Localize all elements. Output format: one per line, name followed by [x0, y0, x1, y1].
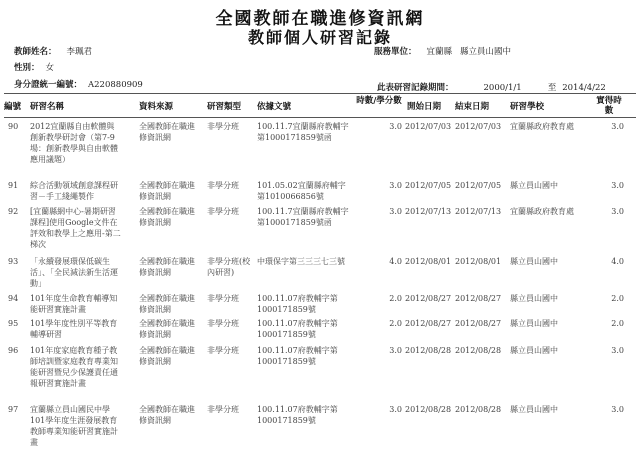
- gender: [14, 61, 54, 73]
- cell-doc: 100.11.7宜蘭縣府教輔字第1000171859號函: [257, 207, 349, 227]
- cell-no: 97: [8, 405, 19, 414]
- cell-school: 縣立員山國中: [510, 294, 558, 303]
- cell-end: 2012/08/01: [455, 257, 502, 266]
- cell-no: 95: [8, 319, 19, 328]
- page-subtitle: 教師個人研習記錄: [247, 28, 392, 47]
- cell-source: 全國教師在職進修資訊網: [139, 207, 195, 227]
- cell-end: 2012/08/27: [455, 294, 502, 303]
- cell-name: 101學年度性別平等教育輔導研習: [30, 319, 118, 339]
- cell-end: 2012/08/28: [455, 346, 502, 355]
- cell-source: 全國教師在職進修資訊網: [139, 346, 195, 366]
- col-earned: 實得時數: [596, 96, 622, 116]
- cell-start: 2012/07/05: [405, 181, 452, 190]
- cell-start: 2012/07/13: [405, 207, 452, 216]
- cell-school: 縣立員山國中: [510, 319, 558, 328]
- cell-end: 2012/07/13: [455, 207, 502, 216]
- cell-end: 2012/08/28: [455, 405, 502, 414]
- cell-type: 非學分班(校內研習): [207, 257, 251, 277]
- cell-name: 101年度家庭教育種子教師培訓暨家庭教育專業知能研習暨兒少保護責任通報研習實施計畫: [30, 346, 118, 388]
- cell-end: 2012/07/03: [455, 122, 502, 131]
- unit-county: 宜蘭縣: [426, 47, 453, 57]
- cell-doc: 中環保字第三三三七三號: [257, 257, 345, 266]
- cell-no: 90: [8, 122, 19, 131]
- gender-value: 女: [45, 63, 55, 73]
- cell-doc: 100.11.07府教輔字第1000171859號: [257, 405, 338, 425]
- cell-doc: 100.11.07府教輔字第1000171859號: [257, 294, 338, 314]
- col-doc: 依據文號: [257, 102, 292, 112]
- record-period: [377, 81, 606, 93]
- cell-source: 全國教師在職進修資訊網: [139, 181, 195, 201]
- cell-source: 全國教師在職進修資訊網: [139, 405, 195, 425]
- cell-name: 「永續發展環保低碳生活」、「全民減法新生活運動」: [30, 257, 118, 288]
- cell-hours: 3.0: [389, 122, 402, 131]
- cell-name: 101年度生命教育輔導知能研習實施計畫: [30, 294, 118, 314]
- cell-hours: 2.0: [389, 319, 402, 328]
- cell-school: 縣立員山國中: [510, 257, 558, 266]
- cell-hours: 3.0: [389, 405, 402, 414]
- cell-school: 縣立員山國中: [510, 405, 558, 414]
- cell-no: 94: [8, 294, 19, 303]
- gender-label: 性別：: [14, 63, 40, 73]
- cell-type: 非學分班: [207, 294, 239, 303]
- period-sep: 至: [547, 83, 557, 93]
- cell-hours: 4.0: [389, 257, 402, 266]
- period-label: 此表研習記錄期間：: [377, 83, 454, 93]
- cell-earned: 2.0: [611, 294, 624, 303]
- cell-type: 非學分班: [207, 319, 239, 328]
- cell-end: 2012/07/05: [455, 181, 502, 190]
- cell-doc: 101.05.02宜蘭縣府輔字第1010066856號: [257, 181, 346, 201]
- name-label: 教師姓名：: [14, 47, 57, 57]
- header-bottom-rule: [4, 117, 636, 118]
- cell-earned: 3.0: [611, 207, 624, 216]
- cell-school: 縣立員山國中: [510, 181, 558, 190]
- cell-hours: 2.0: [389, 294, 402, 303]
- cell-no: 91: [8, 181, 19, 190]
- cell-earned: 3.0: [611, 346, 624, 355]
- cell-type: 非學分班: [207, 207, 239, 216]
- cell-source: 全國教師在職進修資訊網: [139, 122, 195, 142]
- cell-source: 全國教師在職進修資訊網: [139, 319, 195, 339]
- cell-hours: 3.0: [389, 346, 402, 355]
- id-value: A220880909: [88, 80, 143, 90]
- col-source: 資料來源: [139, 102, 174, 112]
- cell-name: 宜蘭縣立員山國民中學101學年度生涯發展教育教師專業知能研習實施計畫: [30, 405, 118, 447]
- cell-no: 93: [8, 257, 19, 266]
- cell-doc: 100.11.7宜蘭縣府教輔字第1000171859號函: [257, 122, 349, 142]
- cell-earned: 4.0: [611, 257, 624, 266]
- cell-school: 宜蘭縣政府教育處: [510, 122, 574, 131]
- col-name: 研習名稱: [30, 102, 65, 112]
- cell-hours: 3.0: [389, 181, 402, 190]
- period-from: 2000/1/1: [483, 83, 522, 93]
- cell-name: 綜合活動領域創意課程研習－手工綫繩製作: [30, 181, 118, 201]
- service-unit: [374, 45, 511, 57]
- cell-school: 宜蘭縣政府教育處: [510, 207, 574, 216]
- cell-start: 2012/08/28: [405, 346, 452, 355]
- cell-earned: 3.0: [611, 405, 624, 414]
- col-type: 研習類型: [207, 102, 242, 112]
- cell-earned: 2.0: [611, 319, 624, 328]
- cell-doc: 100.11.07府教輔字第1000171859號: [257, 319, 338, 339]
- unit-school: 縣立員山國中: [460, 47, 512, 57]
- cell-start: 2012/07/03: [405, 122, 452, 131]
- col-end: 結束日期: [455, 102, 490, 112]
- header-top-rule: [4, 93, 636, 94]
- col-no: 編號: [4, 102, 22, 112]
- cell-name: 2012宜蘭縣自由軟體與創新教學研討會（第7-9場：創新教學與自由軟體應用議題）: [30, 122, 118, 164]
- cell-doc: 100.11.07府教輔字第1000171859號: [257, 346, 338, 366]
- period-to: 2014/4/22: [562, 83, 606, 93]
- cell-start: 2012/08/27: [405, 294, 452, 303]
- id-number: [14, 78, 143, 90]
- cell-type: 非學分班: [207, 181, 239, 190]
- teacher-name: [14, 45, 92, 57]
- cell-name: [宜蘭縣網中心-暑期研習課程]使用Google文件在評效和教學上之應用-第二梯次: [30, 207, 121, 249]
- cell-type: 非學分班: [207, 405, 239, 414]
- cell-source: 全國教師在職進修資訊網: [139, 257, 195, 277]
- cell-type: 非學分班: [207, 346, 239, 355]
- cell-no: 92: [8, 207, 19, 216]
- cell-type: 非學分班: [207, 122, 239, 131]
- cell-earned: 3.0: [611, 181, 624, 190]
- cell-start: 2012/08/28: [405, 405, 452, 414]
- cell-start: 2012/08/27: [405, 319, 452, 328]
- cell-no: 96: [8, 346, 19, 355]
- cell-end: 2012/08/27: [455, 319, 502, 328]
- name-value: 李珮君: [66, 47, 93, 57]
- col-school: 研習學校: [510, 102, 545, 112]
- cell-start: 2012/08/01: [405, 257, 452, 266]
- cell-source: 全國教師在職進修資訊網: [139, 294, 195, 314]
- cell-hours: 3.0: [389, 207, 402, 216]
- cell-earned: 3.0: [611, 122, 624, 131]
- col-hours: 時數/學分數: [356, 96, 402, 106]
- unit-label: 服務單位：: [374, 47, 417, 57]
- col-start: 開始日期: [407, 102, 442, 112]
- id-label: 身分證統一編號：: [14, 80, 83, 90]
- cell-school: 縣立員山國中: [510, 346, 558, 355]
- page-title: 全國教師在職進修資訊網: [215, 9, 425, 29]
